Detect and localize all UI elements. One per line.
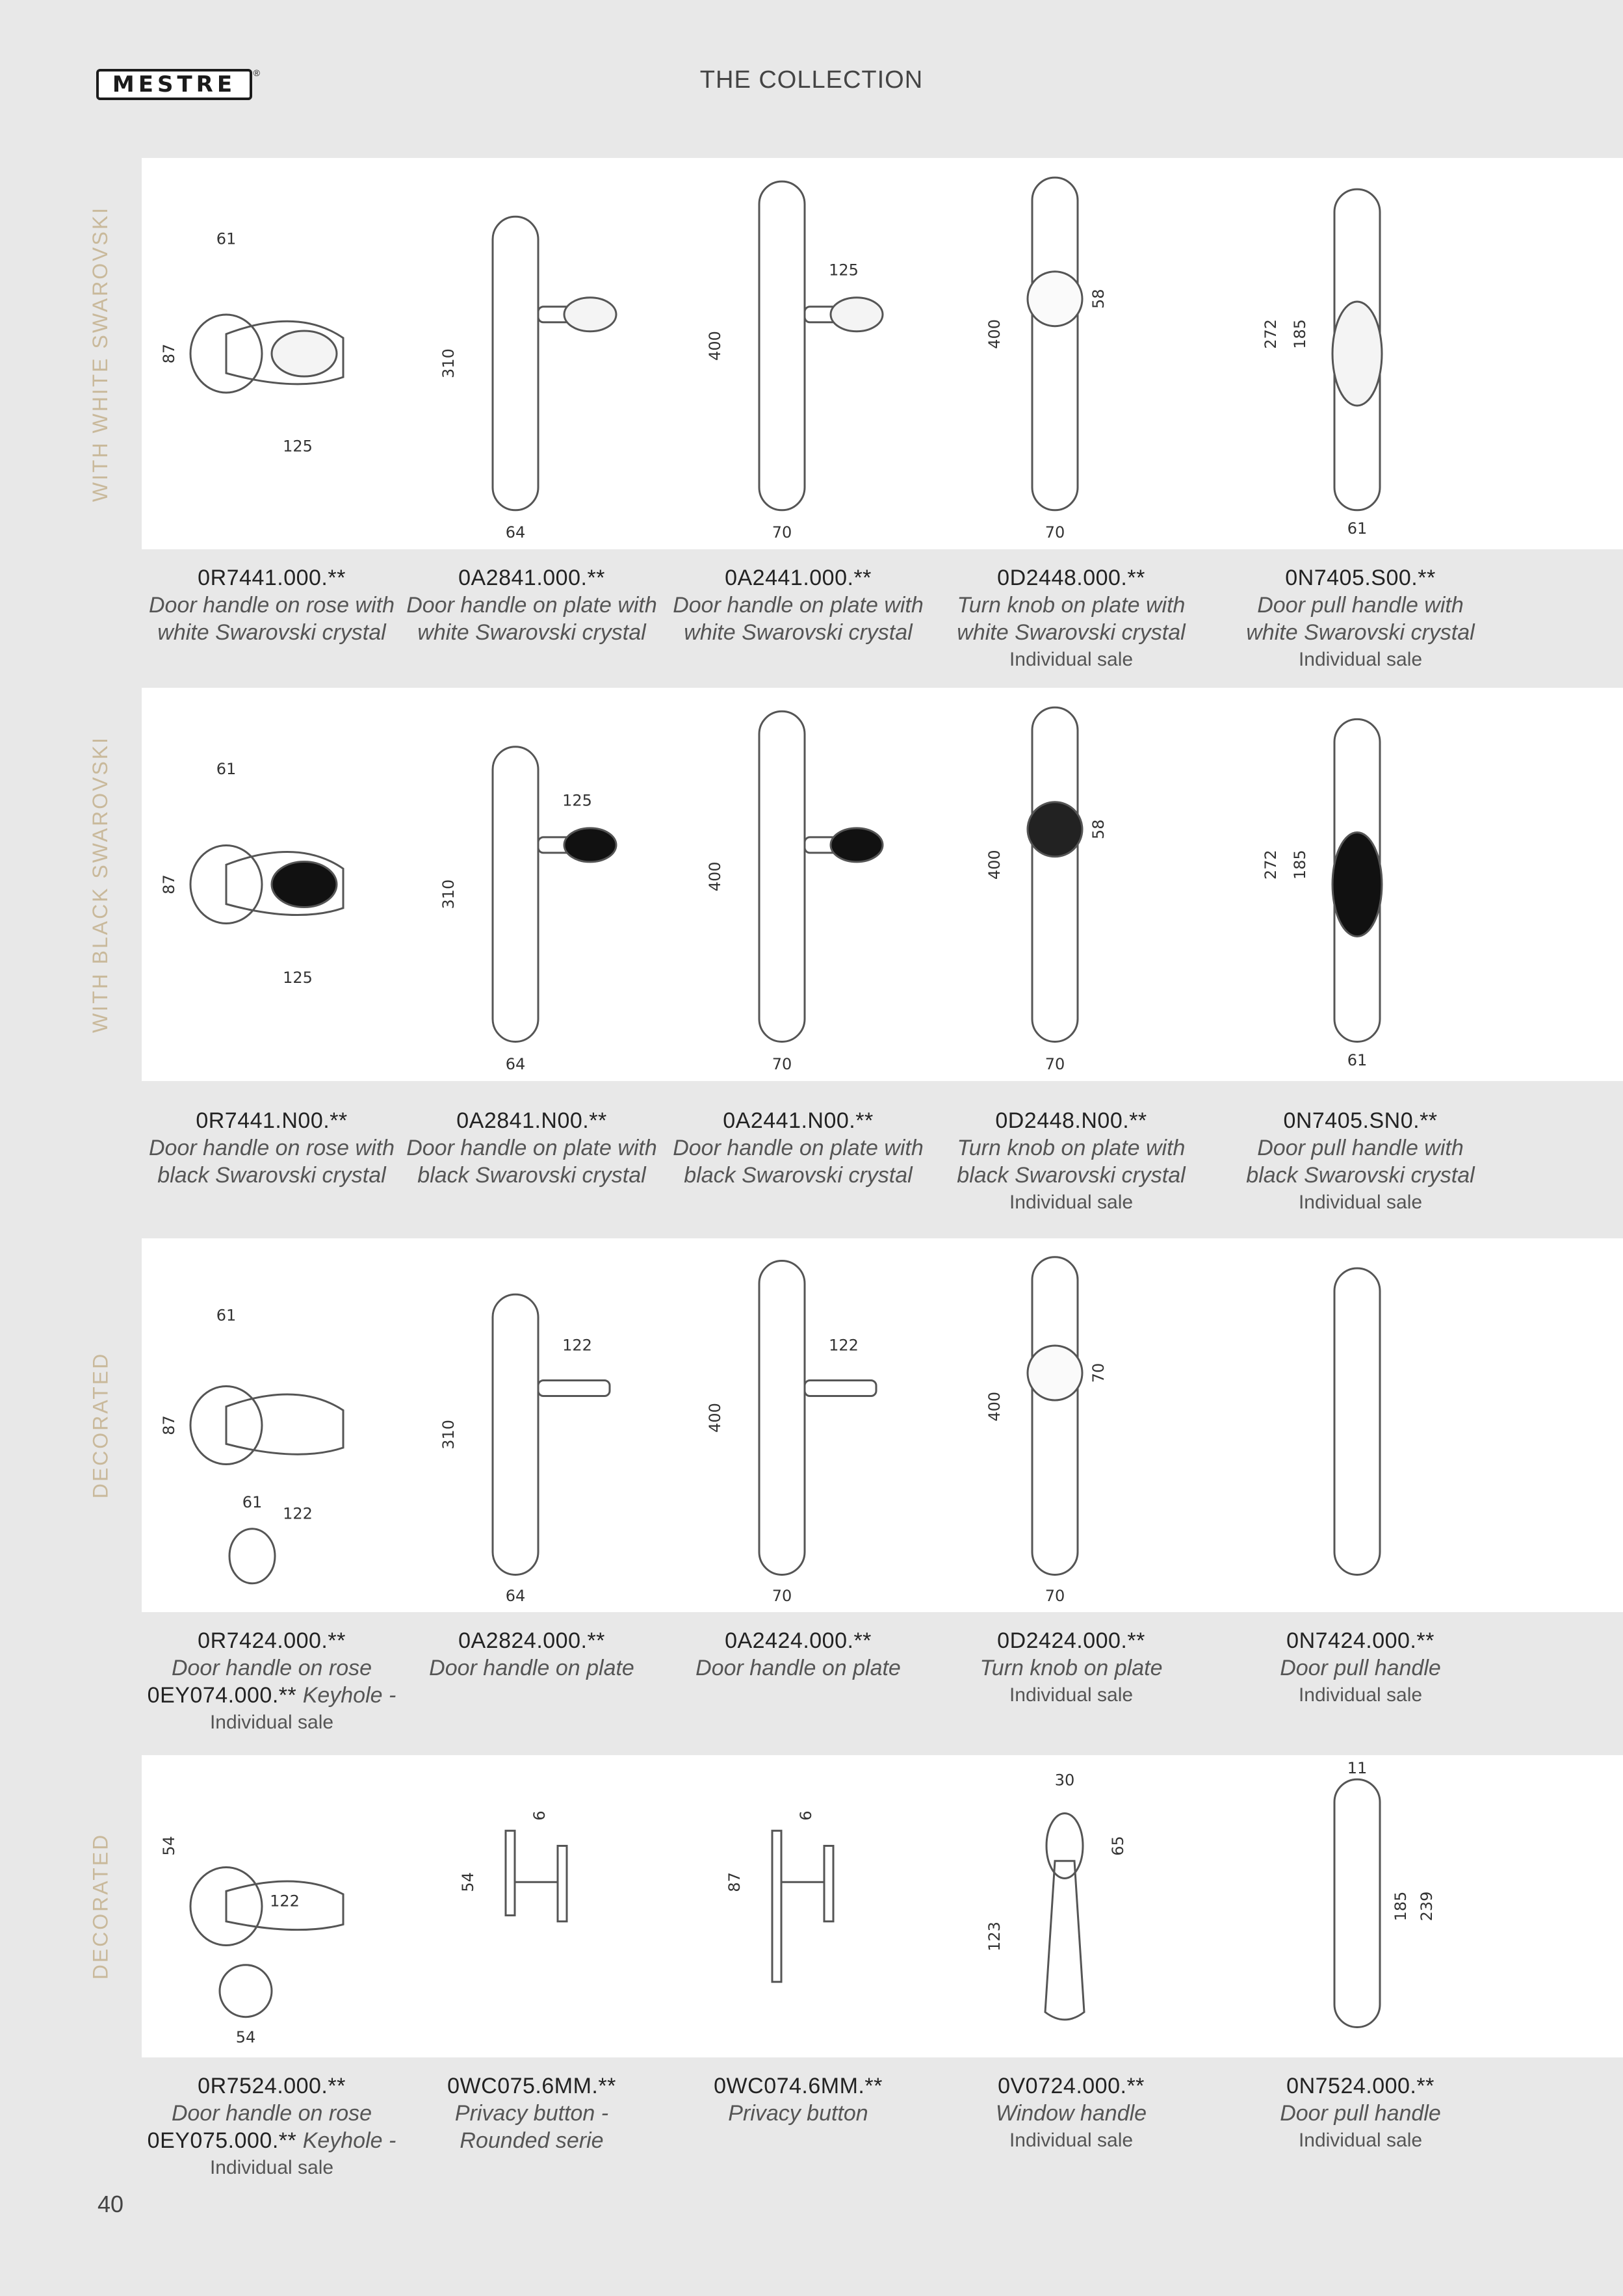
crystal: [272, 862, 337, 907]
product-caption: [1221, 1107, 1500, 1216]
dimension-label: 400: [985, 319, 1004, 349]
product-drawing: [759, 181, 883, 510]
dimension-label: 6: [797, 1810, 815, 1821]
product-drawing: [759, 711, 883, 1041]
product-description: black Swarovski crystal: [417, 1163, 646, 1188]
inner-rosette: [772, 1831, 781, 1982]
product-drawing: [493, 747, 616, 1042]
product-drawing-cell: [408, 688, 655, 1081]
crystal: [564, 298, 616, 332]
dimension-label: 87: [160, 343, 178, 364]
crystal: [831, 828, 883, 862]
product-description: black Swarovski crystal: [157, 1163, 386, 1188]
product-code: 0A2841.000.**: [458, 566, 605, 590]
product-code: 0WC074.6MM.**: [714, 2074, 883, 2098]
pull-bar: [1334, 1268, 1380, 1575]
dimension-label: 11: [1347, 1758, 1368, 1777]
dimension-label: 30: [1054, 1771, 1075, 1790]
dimension-label: 122: [270, 1892, 300, 1911]
product-drawing-cell: [948, 1238, 1195, 1612]
lever: [538, 1381, 610, 1396]
dimension-label: 64: [505, 523, 526, 541]
dimension-label: 61: [242, 1493, 263, 1511]
product-code: 0D2424.000.**: [997, 1628, 1145, 1653]
product-code: 0R7524.000.**: [198, 2074, 346, 2098]
product-drawing: [190, 846, 343, 924]
dimension-label: 87: [725, 1872, 744, 1892]
backplate: [493, 1294, 538, 1574]
dimension-label: 70: [772, 1586, 792, 1605]
product-caption: [392, 2072, 671, 2154]
product-description: Door handle on rose with: [148, 1136, 395, 1160]
dimension-label: 54: [235, 2028, 256, 2046]
knob: [1028, 802, 1082, 857]
product-caption: [658, 1627, 938, 1682]
dimension-label: 58: [1089, 819, 1108, 840]
dimension-label: 64: [505, 1054, 526, 1073]
product-drawing-cell: [1237, 1755, 1484, 2057]
individual-sale-note: Individual sale: [1009, 1684, 1134, 1706]
product-description: Door handle on rose with: [148, 593, 395, 618]
product-drawing-cell: [148, 1755, 395, 2057]
dimension-label: 61: [1347, 1050, 1368, 1069]
knob: [1028, 272, 1082, 326]
product-drawing-cell: [408, 1755, 655, 2057]
dimension-label: 122: [283, 1504, 313, 1523]
product-drawing-cell: [1237, 688, 1484, 1081]
dimension-label: 122: [562, 1336, 592, 1355]
section-label-decorated-1: DECORATED: [88, 1351, 112, 1499]
dimension-label: 122: [829, 1336, 859, 1355]
backplate: [1032, 177, 1078, 510]
product-drawing-cell: [675, 688, 922, 1081]
individual-sale-note: Individual sale: [1009, 649, 1134, 670]
keyhole-code: 0EY075.000.**: [147, 2128, 297, 2153]
product-drawing-cell: [148, 158, 395, 549]
section-label-decorated-2: DECORATED: [88, 1833, 112, 1980]
product-description: white Swarovski crystal: [417, 620, 646, 645]
product-drawing-cell: [675, 158, 922, 549]
dimension-label: 272: [1262, 850, 1280, 880]
product-drawing: [759, 1261, 876, 1575]
product-caption: [392, 1627, 671, 1682]
knob: [1028, 1346, 1082, 1400]
product-drawing: [772, 1831, 833, 1982]
window-rose: [1046, 1814, 1083, 1879]
dimension-label: 54: [160, 1836, 178, 1856]
product-drawing-cell: [408, 1238, 655, 1612]
keyhole-plate: [220, 1965, 272, 2017]
dimension-label: 70: [1089, 1363, 1108, 1383]
dimension-label: 239: [1418, 1891, 1436, 1922]
brand-logo: MESTRE ®: [96, 69, 252, 100]
page-number: 40: [97, 2191, 124, 2217]
product-drawing: [190, 1387, 343, 1584]
dimension-label: 70: [772, 523, 792, 541]
product-code: 0N7424.000.**: [1286, 1628, 1435, 1653]
keyhole-code: 0EY074.000.**: [147, 1683, 297, 1708]
dimension-label: 125: [829, 261, 859, 280]
dimension-label: 400: [706, 1403, 724, 1433]
dimension-label: 272: [1262, 319, 1280, 349]
dimension-label: 185: [1291, 319, 1309, 349]
product-description: Door pull handle: [1280, 2101, 1441, 2126]
dimension-label: 400: [985, 850, 1004, 880]
lever: [805, 1381, 876, 1396]
product-drawing-cell: [948, 158, 1195, 549]
product-description: Privacy button: [728, 2101, 868, 2126]
dimension-label: 64: [505, 1586, 526, 1605]
product-description: Door handle on plate with: [673, 1136, 924, 1160]
product-description: Door handle on plate with: [673, 593, 924, 618]
outer-button: [558, 1846, 567, 1922]
backplate: [759, 711, 805, 1041]
product-drawing: [1334, 1779, 1380, 2027]
backplate: [1032, 707, 1078, 1041]
dimension-label: 123: [985, 1922, 1004, 1951]
page-title: THE COLLECTION: [699, 66, 924, 94]
product-caption: [931, 1107, 1211, 1216]
product-description: Turn knob on plate: [980, 1656, 1163, 1680]
dimension-label: 61: [216, 760, 237, 779]
product-drawing: [190, 1868, 343, 2017]
product-drawing-cell: [1237, 1238, 1484, 1612]
product-drawing: [1028, 177, 1082, 510]
product-description: Door handle on plate: [429, 1656, 634, 1680]
dimension-label: 87: [160, 1415, 178, 1435]
individual-sale-note: Individual sale: [209, 2157, 334, 2178]
product-caption: [392, 1107, 671, 1189]
dimension-label: 61: [216, 229, 237, 248]
product-code: 0V0724.000.**: [998, 2074, 1145, 2098]
dimension-label: 125: [283, 437, 313, 456]
dimension-label: 125: [283, 968, 313, 987]
product-description: white Swarovski crystal: [957, 620, 1186, 645]
product-description: black Swarovski crystal: [1246, 1163, 1475, 1188]
product-description: Door handle on plate with: [406, 593, 657, 618]
crystal: [564, 828, 616, 862]
product-code: 0A2441.000.**: [725, 566, 872, 590]
crystal: [1332, 302, 1382, 406]
backplate: [493, 747, 538, 1042]
dimension-label: 400: [706, 331, 724, 361]
product-description: Window handle: [995, 2101, 1147, 2126]
product-code: 0R7441.000.**: [198, 566, 346, 590]
dimension-label: 400: [706, 861, 724, 892]
dimension-label: 61: [216, 1306, 237, 1325]
product-code: 0A2824.000.**: [458, 1628, 605, 1653]
product-description: Turn knob on plate with: [957, 593, 1186, 618]
product-code: 0A2841.N00.**: [456, 1108, 607, 1133]
product-drawing-cell: [1237, 158, 1484, 549]
product-drawing: [190, 315, 343, 393]
product-drawing: [493, 216, 616, 510]
section-label-white: WITH WHITE SWAROVSKI: [88, 205, 112, 502]
dimension-label: 70: [772, 1054, 792, 1073]
dimension-label: 70: [1045, 1586, 1065, 1605]
keyhole-line: [132, 2127, 411, 2154]
product-code: 0N7405.SN0.**: [1283, 1108, 1438, 1133]
product-description: Door handle on plate with: [406, 1136, 657, 1160]
crystal: [272, 331, 337, 376]
backplate: [759, 1261, 805, 1575]
product-drawing: [1332, 719, 1382, 1041]
crystal: [831, 298, 883, 332]
pull-bar: [1334, 1779, 1380, 2027]
product-code: 0N7405.S00.**: [1285, 566, 1436, 590]
product-description: Door handle on rose: [171, 2101, 372, 2126]
product-description: Door pull handle: [1280, 1656, 1441, 1680]
individual-sale-note: Individual sale: [1298, 1684, 1423, 1706]
dimension-label: 185: [1291, 850, 1309, 880]
product-code: 0A2441.N00.**: [723, 1108, 874, 1133]
product-code: 0WC075.6MM.**: [447, 2074, 616, 2098]
section-label-black: WITH BLACK SWAROVSKI: [88, 735, 112, 1034]
product-drawing-cell: [948, 1755, 1195, 2057]
product-code: 0A2424.000.**: [725, 1628, 872, 1653]
product-caption: [132, 564, 411, 646]
product-caption: [931, 564, 1211, 673]
keyhole-plate: [229, 1529, 275, 1584]
dimension-label: 125: [562, 791, 592, 810]
product-drawing-cell: [948, 688, 1195, 1081]
product-drawing-cell: [408, 158, 655, 549]
product-description: black Swarovski crystal: [684, 1163, 913, 1188]
dimension-label: 185: [1392, 1891, 1410, 1922]
dimension-label: 310: [439, 348, 458, 378]
product-description: white Swarovski crystal: [684, 620, 913, 645]
outer-button: [824, 1846, 833, 1922]
product-description: Rounded serie: [460, 2128, 604, 2153]
dimension-label: 65: [1109, 1836, 1127, 1856]
product-drawing: [493, 1294, 610, 1574]
product-description: white Swarovski crystal: [1246, 620, 1475, 645]
product-code: 0R7424.000.**: [198, 1628, 346, 1653]
product-caption: [658, 2072, 938, 2127]
dimension-label: 58: [1089, 289, 1108, 309]
keyhole-line: [132, 1682, 411, 1709]
individual-sale-note: Individual sale: [1298, 2130, 1423, 2151]
dimension-label: 6: [530, 1810, 549, 1821]
product-caption: [1221, 564, 1500, 673]
product-code: 0D2448.000.**: [997, 566, 1145, 590]
product-drawing: [1028, 707, 1082, 1041]
product-caption: [132, 1627, 411, 1736]
product-description: white Swarovski crystal: [157, 620, 386, 645]
product-drawing-cell: [148, 688, 395, 1081]
product-description: Privacy button -: [454, 2101, 609, 2126]
backplate: [493, 216, 538, 510]
dimension-label: 400: [985, 1391, 1004, 1422]
product-description: Turn knob on plate with: [957, 1136, 1186, 1160]
product-description: Door pull handle with: [1257, 593, 1464, 618]
individual-sale-note: Individual sale: [209, 1712, 334, 1733]
product-caption: [1221, 2072, 1500, 2154]
dimension-label: 87: [160, 874, 178, 894]
individual-sale-note: Individual sale: [1298, 1192, 1423, 1213]
product-caption: [658, 564, 938, 646]
product-description: black Swarovski crystal: [957, 1163, 1186, 1188]
individual-sale-note: Individual sale: [1009, 2130, 1134, 2151]
product-description: Door handle on rose: [171, 1656, 372, 1680]
backplate: [1032, 1257, 1078, 1575]
product-drawing-cell: [675, 1238, 922, 1612]
dimension-label: 70: [1045, 1054, 1065, 1073]
product-drawing: [1332, 189, 1382, 510]
keyhole-description: Keyhole -: [302, 1683, 396, 1708]
product-caption: [392, 564, 671, 646]
dimension-label: 54: [459, 1872, 477, 1892]
dimension-label: 310: [439, 879, 458, 909]
product-caption: [1221, 1627, 1500, 1709]
product-drawing: [1334, 1268, 1380, 1575]
crystal: [1332, 833, 1382, 937]
product-description: Door handle on plate: [695, 1656, 901, 1680]
dimension-label: 70: [1045, 523, 1065, 541]
product-caption: [931, 1627, 1211, 1709]
product-drawing-cell: [675, 1755, 922, 2057]
product-caption: [931, 2072, 1211, 2154]
product-caption: [132, 2072, 411, 2182]
inner-rosette: [506, 1831, 515, 1915]
backplate: [759, 181, 805, 510]
individual-sale-note: Individual sale: [1009, 1192, 1134, 1213]
product-code: 0D2448.N00.**: [995, 1108, 1147, 1133]
keyhole-description: Keyhole -: [302, 2128, 396, 2153]
product-code: 0R7441.N00.**: [196, 1108, 348, 1133]
lever: [226, 1394, 343, 1454]
dimension-label: 310: [439, 1419, 458, 1450]
product-drawing: [1028, 1257, 1082, 1575]
product-drawing: [506, 1831, 567, 1922]
product-caption: [132, 1107, 411, 1189]
product-caption: [658, 1107, 938, 1189]
product-description: Door pull handle with: [1257, 1136, 1464, 1160]
product-drawing-cell: [148, 1238, 395, 1612]
product-drawing: [1045, 1814, 1084, 2020]
individual-sale-note: Individual sale: [1298, 649, 1423, 670]
window-handle-grip: [1045, 1861, 1084, 2020]
dimension-label: 61: [1347, 519, 1368, 538]
product-code: 0N7524.000.**: [1286, 2074, 1435, 2098]
